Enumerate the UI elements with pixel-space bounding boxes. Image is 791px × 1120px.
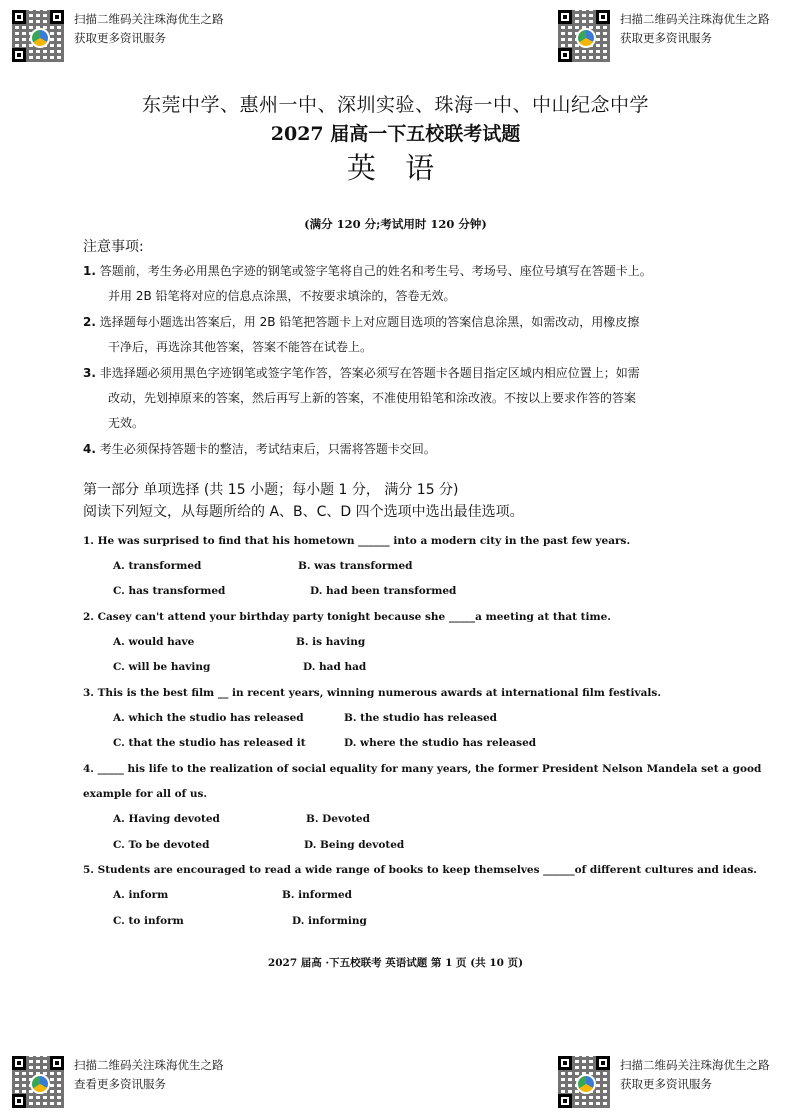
section-title: 第一部分 单项选择 (共 15 小题；每小题 1 分， 满分 15 分) bbox=[83, 482, 459, 498]
question-stem-4-cont: example for all of us. bbox=[83, 788, 208, 800]
page-footer: 2027 届高 ·下五校联考 英语试题 第 1 页 (共 10 页) bbox=[267, 957, 524, 969]
option-c: C. To be devoted bbox=[113, 839, 210, 851]
notice-number: 1. bbox=[83, 264, 96, 278]
qr-caption: 扫描二维码关注珠海优生之路 bbox=[74, 1058, 224, 1072]
notice-text: 选择题每小题选出答案后，用 2B 铅笔把答题卡上对应题目选项的答案信息涂黑，如需改动，用橡皮擦 bbox=[99, 315, 640, 329]
question-stem-5: 5. Students are encouraged to read a wide range of books to keep themselves ______of different cultures and ideas. bbox=[83, 864, 757, 876]
notice-text: 答题前，考生务必用黑色字迹的钢笔或签字笔将自己的姓名和考生号、考场号、座位号填写在答题卡上。 bbox=[99, 264, 652, 278]
option-b: B. was transformed bbox=[298, 560, 413, 572]
option-c: C. will be having bbox=[113, 661, 211, 673]
qr-block-top-right bbox=[558, 10, 770, 62]
notice-item-2 bbox=[83, 310, 713, 360]
school-list: 东莞中学、惠州一中、深圳实验、珠海一中、中山纪念中学 bbox=[141, 94, 649, 116]
notice-text: 考生必须保持答题卡的整洁，考试结束后，只需将答题卡交回。 bbox=[99, 442, 436, 456]
question-stem-2: 2. Casey can't attend your birthday party tonight because she _____a meeting at that time. bbox=[83, 611, 611, 623]
option-d: D. where the studio has released bbox=[344, 737, 537, 749]
option-d: D. had had bbox=[303, 661, 367, 673]
qr-caption: 扫描二维码关注珠海优生之路 bbox=[74, 12, 224, 26]
option-d: D. informing bbox=[292, 915, 367, 927]
qr-caption: 扫描二维码关注珠海优生之路 bbox=[620, 12, 770, 26]
qr-subcaption: 获取更多资讯服务 bbox=[74, 31, 166, 45]
notice-number: 3. bbox=[83, 366, 96, 380]
qr-code-icon bbox=[12, 10, 64, 62]
qr-code-icon bbox=[558, 1056, 610, 1108]
qr-code-icon bbox=[12, 1056, 64, 1108]
qr-block-bottom-left bbox=[12, 1056, 224, 1108]
qr-subcaption: 查看更多资讯服务 bbox=[74, 1077, 166, 1091]
question-stem-1: 1. He was surprised to find that his hometown ______ into a modern city in the past few years. bbox=[83, 535, 631, 547]
option-a: A. would have bbox=[113, 636, 195, 648]
option-c: C. has transformed bbox=[113, 585, 226, 597]
notice-item-1 bbox=[83, 259, 713, 309]
option-b: B. the studio has released bbox=[344, 712, 498, 724]
option-d: D. Being devoted bbox=[304, 839, 405, 851]
notice-text: 并用 2B 铅笔将对应的信息点涂黑，不按要求填涂的，答卷无效。 bbox=[108, 289, 456, 303]
qr-block-bottom-right bbox=[558, 1056, 770, 1108]
qr-code-icon bbox=[558, 10, 610, 62]
notice-text: 改动，先划掉原来的答案，然后再写上新的答案，不准使用铅笔和涂改液。不按以上要求作答的答案 bbox=[108, 391, 637, 405]
option-b: B. Devoted bbox=[306, 813, 370, 825]
notice-item-3 bbox=[83, 361, 713, 436]
option-a: A. transformed bbox=[113, 560, 202, 572]
question-stem-3: 3. This is the best film __ in recent years, winning numerous awards at international film festivals. bbox=[83, 687, 661, 699]
option-a: A. Having devoted bbox=[113, 813, 220, 825]
option-d: D. had been transformed bbox=[310, 585, 457, 597]
option-b: B. is having bbox=[296, 636, 366, 648]
option-b: B. informed bbox=[282, 889, 352, 901]
notice-title: 注意事项: bbox=[83, 239, 144, 255]
exam-title: 2027 届高一下五校联考试题 bbox=[270, 123, 521, 145]
notice-number: 4. bbox=[83, 442, 96, 456]
option-a: A. inform bbox=[113, 889, 169, 901]
notice-number: 2. bbox=[83, 315, 96, 329]
option-c: C. that the studio has released it bbox=[113, 737, 306, 749]
section-instruction: 阅读下列短文，从每题所给的 A、B、C、D 四个选项中选出最佳选项。 bbox=[83, 504, 524, 520]
qr-block-top-left bbox=[12, 10, 224, 62]
notice-item-4 bbox=[83, 437, 713, 462]
notice-text: 干净后，再选涂其他答案，答案不能答在试卷上。 bbox=[108, 340, 373, 354]
subject-title: 英 语 bbox=[346, 151, 445, 185]
option-c: C. to inform bbox=[113, 915, 184, 927]
qr-caption: 扫描二维码关注珠海优生之路 bbox=[620, 1058, 770, 1072]
score-time-note: (满分 120 分;考试用时 120 分钟) bbox=[304, 217, 487, 231]
qr-subcaption: 获取更多资讯服务 bbox=[620, 31, 712, 45]
option-a: A. which the studio has released bbox=[113, 712, 304, 724]
question-stem-4: 4. _____ his life to the realization of social equality for many years, the former President Nelson Mandela set a good bbox=[83, 763, 762, 775]
notice-text: 无效。 bbox=[108, 416, 145, 430]
notice-text: 非选择题必须用黑色字迹钢笔或签字笔作答，答案必须写在答题卡各题目指定区域内相应位置上；如需 bbox=[99, 366, 640, 380]
qr-subcaption: 获取更多资讯服务 bbox=[620, 1077, 712, 1091]
